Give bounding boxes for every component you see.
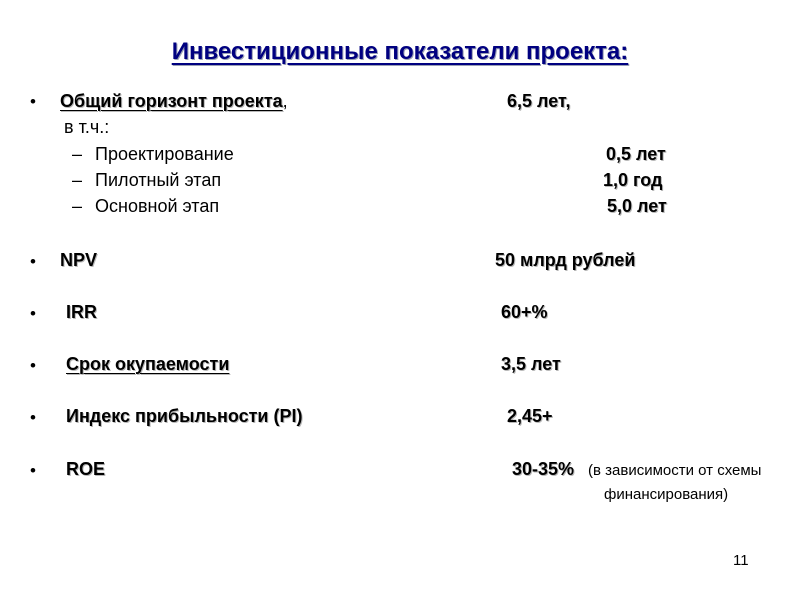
bullet-irr: • — [30, 304, 36, 323]
metric-value-pi: 2,45+ — [507, 406, 553, 426]
stage-value-pilot: 1,0 год — [603, 170, 663, 190]
bullet-npv: • — [30, 252, 36, 271]
roe-note-line1: (в зависимости от схемы — [588, 462, 762, 479]
metric-label-roe: ROE — [66, 459, 106, 479]
stage-dash-1: – — [72, 144, 83, 164]
metric-label-payback: Срок окупаемости — [66, 354, 230, 374]
horizon-label-line — [60, 92, 288, 111]
horizon-label: Общий горизонт проекта — [60, 91, 283, 111]
bullet-payback: • — [30, 356, 36, 375]
metric-value-roe: 30-35% — [512, 459, 575, 479]
page-number: 11 — [733, 552, 749, 569]
horizon-incl: в т.ч.: — [64, 117, 110, 137]
metric-value-payback: 3,5 лет — [501, 354, 561, 374]
stage-dash-2: – — [72, 170, 83, 190]
metric-value-irr: 60+% — [501, 302, 548, 322]
stage-label-main: Основной этап — [95, 196, 220, 216]
stage-label-design: Проектирование — [95, 144, 234, 164]
slide-title: Инвестиционные показатели проекта: — [171, 38, 629, 65]
metric-label-pi: Индекс прибыльности (PI) — [66, 406, 303, 426]
stage-value-design: 0,5 лет — [606, 144, 666, 164]
horizon-value: 6,5 лет, — [507, 91, 571, 111]
roe-note-line2: финансирования) — [604, 486, 729, 503]
bullet-roe: • — [30, 461, 36, 480]
bullet-pi: • — [30, 408, 36, 427]
metric-value-npv: 50 млрд рублей — [495, 250, 636, 270]
bullet-horizon: • — [30, 92, 36, 111]
horizon-comma: , — [282, 91, 288, 111]
stage-value-main: 5,0 лет — [607, 196, 667, 216]
stage-label-pilot: Пилотный этап — [95, 170, 222, 190]
metric-label-irr: IRR — [66, 302, 97, 322]
stage-dash-3: – — [72, 196, 83, 216]
metric-label-npv: NPV — [60, 250, 98, 270]
